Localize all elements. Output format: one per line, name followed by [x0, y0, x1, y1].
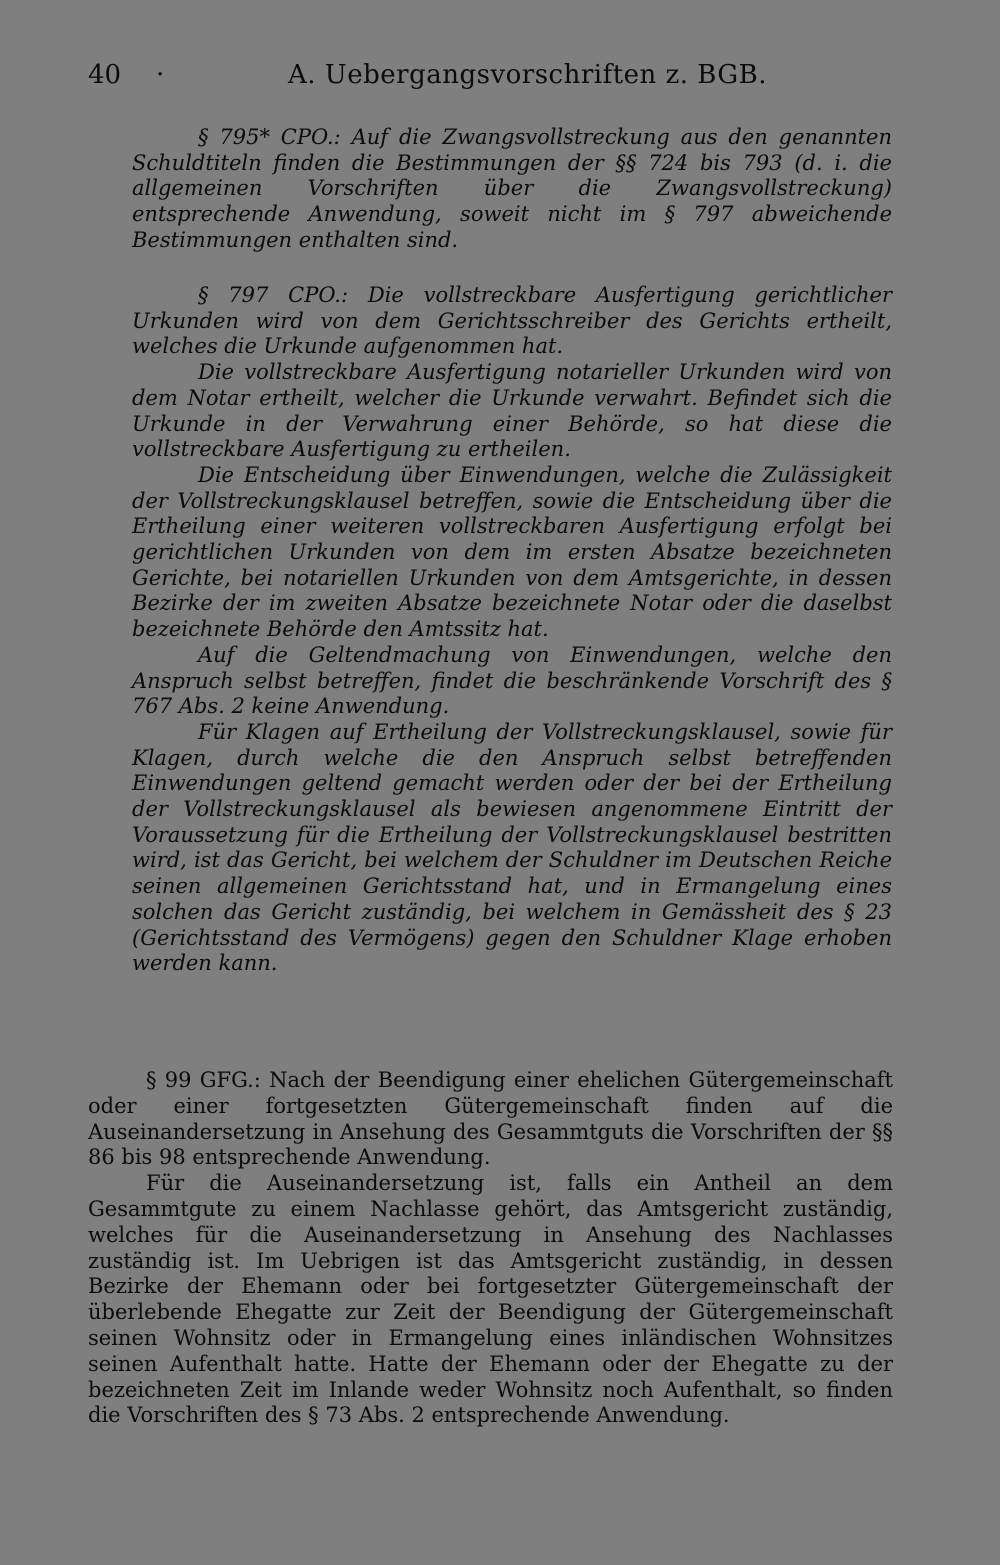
section-99-gfg: [88, 1068, 893, 1429]
paragraph: Die vollstreckbare Ausfertigung notarieller Urkunden wird von dem Notar ertheilt, welcher die Urkunde verwahrt. Befindet sich die Urkunde in der Verwahrung einer Behörde, so hat diese die vollstreckbare Ausfertigung zu ertheilen.: [132, 360, 892, 462]
paragraph: § 795* CPO.: Auf die Zwangsvollstreckung aus den genannten Schuldtiteln finden die Bestimmungen der §§ 724 bis 793 (d. i. die allgemeinen Vorschriften über die Zwangsvollstreckung) entsprechende Anwendung, soweit nicht im § 797 abweichende Bestimmungen enthalten sind.: [132, 125, 892, 252]
paragraph: Auf die Geltendmachung von Einwendungen, welche den Anspruch selbst betreffen, findet die beschränkende Vorschrift des § 767 Abs. 2 keine Anwendung.: [132, 642, 892, 719]
running-head: A. Uebergangsvorschriften z. BGB.: [288, 60, 768, 90]
page-header: [88, 60, 888, 100]
paragraph: § 797 CPO.: Die vollstreckbare Ausfertigung gerichtlicher Urkunden wird von dem Gerichtsschreiber des Gerichts ertheilt, welches die Urkunde aufgenommen hat.: [132, 283, 892, 359]
paragraph: Die Entscheidung über Einwendungen, welche die Zulässigkeit der Vollstreckungsklausel betreffen, sowie die Entscheidung über die Ertheilung einer weiteren vollstreckbaren Ausfertigung erfolgt bei gerichtlichen Urkunden von dem im ersten Absatze bezeichneten Gerichte, bei notariellen Urkunden von dem Amtsgerichte, in dessen Bezirke der im zweiten Absatze bezeichnete Notar oder die daselbst bezeichnete Behörde den Amtssitz hat.: [132, 462, 892, 642]
section-797-cpo: [132, 283, 892, 977]
header-dot: ·: [156, 60, 165, 90]
paragraph: § 99 GFG.: Nach der Beendigung einer ehelichen Gütergemeinschaft oder einer fortgesetzten Gütergemeinschaft finden auf die Auseinandersetzung in Ansehung des Gesammtguts die Vorschriften der §§ 86 bis 98 entsprechende Anwendung.: [88, 1068, 893, 1170]
paragraph: Für die Auseinandersetzung ist, falls ein Antheil an dem Gesammtgute zu einem Nachlasse gehört, das Amtsgericht zuständig, welches für die Auseinandersetzung in Ansehung des Nachlasses zuständig ist. Im Uebrigen ist das Amtsgericht zuständig, in dessen Bezirke der Ehemann oder bei fortgesetzter Gütergemeinschaft der überlebende Ehegatte zur Zeit der Beendigung der Gütergemeinschaft seinen Wohnsitz oder in Ermangelung eines inländischen Wohnsitzes seinen Aufenthalt hatte. Hatte der Ehemann oder der Ehegatte zu der bezeichneten Zeit im Inlande weder Wohnsitz noch Aufenthalt, so finden die Vorschriften des § 73 Abs. 2 entsprechende Anwendung.: [88, 1171, 893, 1428]
section-795-cpo: [132, 125, 892, 254]
page-number: 40: [88, 60, 122, 90]
paragraph: Für Klagen auf Ertheilung der Vollstreckungsklausel, sowie für Klagen, durch welche die den Anspruch selbst betreffenden Einwendungen geltend gemacht werden oder der bei der Ertheilung der Vollstreckungsklausel als bewiesen angenommene Eintritt der Voraussetzung für die Ertheilung der Vollstreckungsklausel bestritten wird, ist das Gericht, bei welchem der Schuldner im Deutschen Reiche seinen allgemeinen Gerichtsstand hat, und in Ermangelung eines solchen das Gericht zuständig, bei welchem in Gemässheit des § 23 (Gerichtsstand des Vermögens) gegen den Schuldner Klage erhoben werden kann.: [132, 719, 892, 976]
